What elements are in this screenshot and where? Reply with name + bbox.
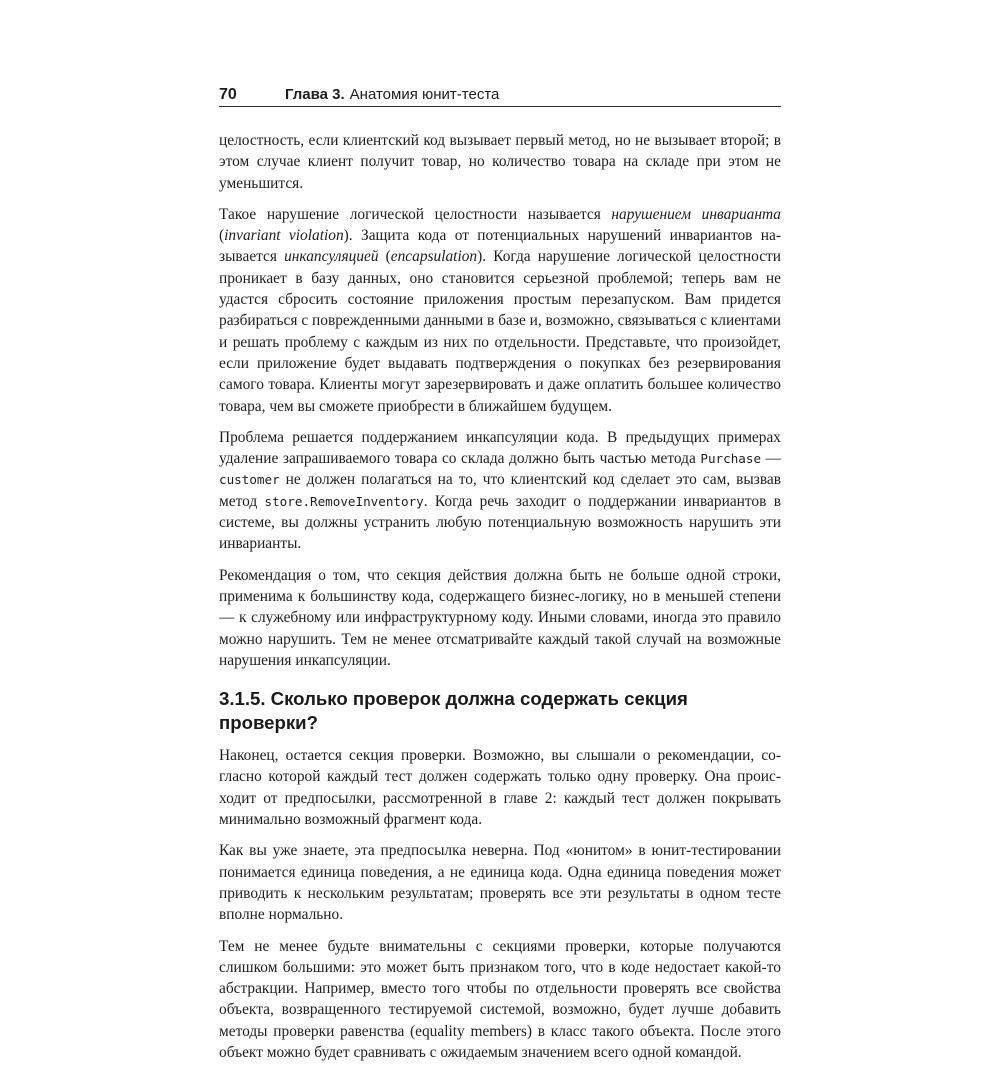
- paragraph-invariant-violation: [219, 204, 781, 417]
- text-run: Проблема решается поддержанием инкапсуляции кода. В предыдущих примерах удаление запрашиваемого товара со склада должно быть частью метода: [219, 428, 781, 468]
- text-run: —: [761, 450, 781, 468]
- paragraph-large-assert: [219, 936, 781, 1064]
- chapter-label: Глава 3.: [285, 86, 345, 103]
- term-invariant-violation-en: invariant violation: [224, 227, 344, 245]
- text-run: (: [219, 227, 225, 245]
- paragraph-encapsulation-solution: [219, 427, 781, 555]
- paragraph-text: Рекомендация о том, что секция действия должна быть не больше одной строки, применима к большинству кода, содержащего бизнес-логику, но в меньшей степени — к служебному или инфраструктурному коду. Иными словами, иногда это правило можно нарушить. Тем не менее отсматривайте каждый такой случай на возможные нарушения инкапсуляции.: [219, 566, 781, 669]
- running-header: [219, 84, 781, 107]
- paragraph-recommendation: [219, 565, 781, 671]
- chapter-title: Анатомия юнит-теста: [349, 86, 500, 103]
- paragraph-assert-section: [219, 745, 781, 830]
- paragraph-unit-behavior: [219, 840, 781, 925]
- book-page: [219, 84, 781, 1073]
- code-purchase: Purchase: [700, 451, 762, 467]
- text-run: Такое нарушение логической целостности называется: [219, 205, 612, 223]
- code-customer: customer: [219, 472, 280, 488]
- text-run: ). Защита кода от потенциальных нарушений инвариантов называется: [219, 227, 781, 266]
- paragraph-text: Тем не менее будьте внимательны с секциями проверки, которые получаются слишком большими: это может быть признаком того, что в коде недостает какой-то абстракции. Например, вместо того чтобы по отдельности проверять все свойства объекта, возвращенного тестируемой системой, возможно, будет лучше добавить методы проверки равенства (equality members) в класс такого объекта. После этого объект можно будет сравнивать с ожидаемым значением всего одной командой.: [219, 937, 781, 1061]
- page-number: 70: [219, 86, 237, 103]
- section-heading: 3.1.5. Сколько проверок должна содержать секция проверки?: [219, 688, 688, 734]
- paragraph-text: Наконец, остается секция проверки. Возможно, вы слышали о рекомендации, согласно которой каждый тест должен содержать только одну проверку. Она происходит от предпосылки, рассмотренной в главе 2: каждый тест должен покрывать минимально возможный фрагмент кода.: [219, 747, 781, 829]
- term-encapsulation-en: encapsulation: [390, 248, 478, 266]
- paragraph-text: Как вы уже знаете, эта предпосылка неверна. Под «юнитом» в юнит-тестировании понимается единица поведения, а не единица кода. Одна единица поведения может приводить к нескольким результатам; проверять все эти результаты в одном тесте вполне нормально.: [219, 842, 781, 924]
- page-content: [219, 130, 781, 1063]
- text-run: не должен полагаться на то, что клиентский код сделает это сам, вызвав метод: [219, 471, 781, 510]
- text-run: (: [378, 248, 391, 266]
- text-run: . Когда речь заходит о поддержании инвариантов в системе, вы должны устранить любую потенциальную возможность нарушить эти инварианты.: [219, 492, 781, 553]
- text-run: ). Когда нарушение логической целостности проникает в базу данных, оно становится серьезной проблемой; теперь вам не удастся сбросить состояние приложения простым перезапуском. Вам придется разбираться с поврежденными данными в базе и, возможно, связываться с клиентами и решать проблему с каждым из них по отдельности. Представьте, что произойдет, если приложение будет выдавать подтверждения о покупках без резервирования самого товара. Клиенты могут зарезервировать и даже оплатить большее количество товара, чем вы сможете приобрести в ближайшем будущем.: [219, 248, 781, 415]
- paragraph-text: целостность, если клиентский код вызывает первый метод, но не вызывает второй; в этом случае клиент получит товар, но количество товара на складе при этом не уменьшится.: [219, 132, 781, 192]
- code-remove-inventory: store.RemoveInventory: [264, 493, 424, 509]
- term-encapsulation-ru: инкапсуляцией: [284, 248, 379, 266]
- term-invariant-violation-ru: нарушением инварианта: [611, 205, 781, 223]
- paragraph-continuation: [219, 130, 781, 194]
